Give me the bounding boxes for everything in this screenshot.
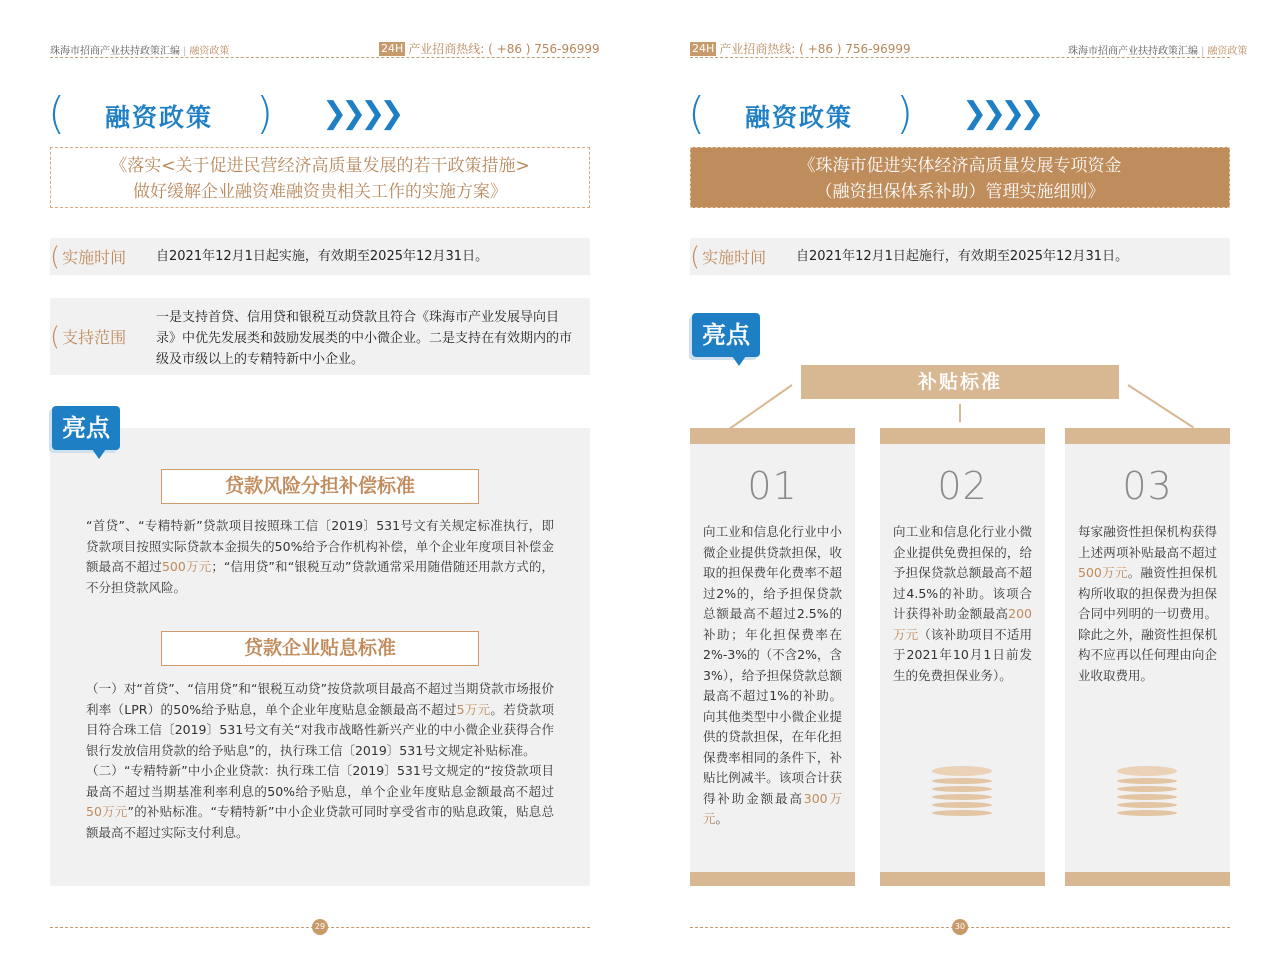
std2-p1-b: 。若贷款项目符合珠工信〔2019〕531号文有关“对我市战略性新兴产业的中小微企业获得合作银行发放信用贷款的给予贴息”的，执行珠工信〔2019〕531号文规定补贴标准。 xyxy=(86,701,554,758)
policy-title-line2: 做好缓解企业融资难融资贵相关工作的实施方案》 xyxy=(133,182,507,202)
column-bottom-bar xyxy=(690,872,855,886)
connector-right xyxy=(1127,384,1194,428)
column-number: 03 xyxy=(1122,464,1173,508)
book-title: 珠海市招商产业扶持政策汇编 xyxy=(50,46,180,57)
connector-middle xyxy=(959,404,961,422)
std1-text xyxy=(86,516,554,598)
std2-p1-highlight: 5万元 xyxy=(456,701,491,717)
column-text-b: 。 xyxy=(715,811,729,826)
hotline-badge: 24H xyxy=(692,41,715,55)
scope-label xyxy=(50,321,127,352)
right-page xyxy=(640,0,1280,967)
column-number: 01 xyxy=(747,464,798,508)
header-section: 融资政策 xyxy=(1207,46,1248,57)
policy-title-line1: 《珠海市促进实体经济高质量发展专项资金 xyxy=(798,156,1122,176)
column-highlight: 500万元 xyxy=(1078,565,1128,580)
right-bracket-icon: ) xyxy=(896,88,914,139)
time-label xyxy=(50,241,127,272)
std2-p1-a: （一）对“首贷”、“信用贷”和“银税互动贷”按贷款项目最高不超过当期贷款市场报价利率（LPR）的50%给予贴息，单个企业年度贴息金额最高不超过 xyxy=(86,681,554,717)
book-title: 珠海市招商产业扶持政策汇编 xyxy=(1068,46,1198,57)
std2-paragraph-2 xyxy=(86,761,554,843)
highlight-badge: 亮点 xyxy=(52,406,120,450)
header-book-title: 珠海市招商产业扶持政策汇编 | 融资政策 xyxy=(50,46,230,57)
highlight-badge: 亮点 xyxy=(692,313,760,357)
std1-highlight: 500万元 xyxy=(161,559,212,574)
hotline xyxy=(690,40,911,57)
label-bracket-icon: ( xyxy=(690,241,701,272)
header-book-title: 珠海市招商产业扶持政策汇编 | 融资政策 xyxy=(1068,46,1248,57)
policy-title-line1: 《落实<关于促进民营经济高质量发展的若干政策措施> xyxy=(110,156,530,176)
label-bracket-icon: ( xyxy=(50,321,61,352)
header-section: 融资政策 xyxy=(189,46,230,57)
std2-title: 贷款企业贴息标准 xyxy=(161,631,479,666)
left-bracket-icon: ( xyxy=(688,88,706,139)
left-bracket-icon: ( xyxy=(48,88,66,139)
column-text-a: 向工业和信息化行业小微企业提供免费担保的，给予担保贷款总额最高不超过4.5%的补助。该项合计获得补助金额最高 xyxy=(893,524,1032,621)
chevrons-icon: ❯❯❯❯ xyxy=(322,96,399,131)
time-label-text: 实施时间 xyxy=(62,248,127,267)
column-bottom-bar xyxy=(1065,872,1230,886)
coin-stack-icon xyxy=(930,766,994,818)
subsidy-title: 补贴标准 xyxy=(801,365,1119,399)
time-text: 自2021年12月1日起实施，有效期至2025年12月31日。 xyxy=(156,249,489,264)
std1-title: 贷款风险分担补偿标准 xyxy=(161,469,479,504)
subsidy-column-1 xyxy=(690,428,855,886)
column-text xyxy=(703,522,842,830)
label-bracket-icon: ( xyxy=(50,241,61,272)
std2-p2-a: （二）“专精特新”中小企业贷款：执行珠工信〔2019〕531号文规定的“按贷款项目最高不超过当期基准利率利息的50%给予贴息，单个企业年度贴息金额最高不超过 xyxy=(86,763,554,799)
page-number: 30 xyxy=(952,919,968,935)
column-number: 02 xyxy=(937,464,988,508)
policy-title-box xyxy=(690,147,1230,208)
badge-tail xyxy=(732,356,746,366)
column-text-b: 。融资性担保机构所收取的担保费为担保合同中列明的一切费用。除此之外，融资性担保机构不应再以任何理由向企业收取费用。 xyxy=(1078,565,1217,683)
time-label xyxy=(690,241,767,272)
header-divider xyxy=(50,57,590,58)
right-bracket-icon: ) xyxy=(256,88,274,139)
hotline-text: 产业招商热线: ( +86 ) 756-96999 xyxy=(408,42,600,56)
hotline xyxy=(379,40,600,57)
section-title: 融资政策 xyxy=(745,103,854,132)
column-text xyxy=(893,522,1032,686)
badge-tail xyxy=(92,449,106,459)
column-highlight: 200万元 xyxy=(893,606,1032,642)
policy-title-box xyxy=(50,147,590,208)
coin-stack-icon xyxy=(1115,766,1179,818)
policy-title-line2: （融资担保体系补助）管理实施细则》 xyxy=(815,182,1105,202)
page-number: 29 xyxy=(312,919,328,935)
time-label-text: 实施时间 xyxy=(702,248,767,267)
scope-text: 一是支持首贷、信用贷和银税互动贷款且符合《珠海市产业发展导向目录》中优先发展类和鼓励发展类的中小微企业。二是支持在有效期内的市级及市级以上的专精特新中小企业。 xyxy=(156,310,573,367)
hotline-badge: 24H xyxy=(381,41,404,55)
column-top-bar xyxy=(880,428,1045,444)
column-top-bar xyxy=(1065,428,1230,444)
column-text-b: （该补助项目不适用于2021年10月1日前发生的免费担保业务）。 xyxy=(893,626,1032,683)
std2-text xyxy=(86,679,554,843)
chevrons-icon: ❯❯❯❯ xyxy=(962,96,1039,131)
column-highlight: 300万元 xyxy=(703,790,842,826)
time-text: 自2021年12月1日起施行，有效期至2025年12月31日。 xyxy=(796,249,1129,264)
std2-p2-b: ”的补贴标准。“专精特新”中小企业贷款可同时享受省市的贴息政策，贴息总额最高不超过实际支付利息。 xyxy=(86,804,554,840)
column-bottom-bar xyxy=(880,872,1045,886)
hotline-text: 产业招商热线: ( +86 ) 756-96999 xyxy=(719,42,911,56)
column-text-a: 每家融资性担保机构获得上述两项补贴最高不超过 xyxy=(1078,524,1217,560)
scope-label-text: 支持范围 xyxy=(62,328,127,347)
subsidy-column-3 xyxy=(1065,428,1230,886)
column-text xyxy=(1078,522,1217,686)
section-title: 融资政策 xyxy=(105,103,214,132)
std1-text-a: “首贷”、“专精特新”贷款项目按照珠工信〔2019〕531号文有关规定标准执行，即贷款项目按照实际贷款本金损失的50%给予合作机构补偿，单个企业年度项目补偿金额最高不超过 xyxy=(86,518,554,574)
std2-paragraph-1 xyxy=(86,679,554,761)
connector-left xyxy=(723,384,793,434)
column-text-a: 向工业和信息化行业中小微企业提供贷款担保，收取的担保费年化费率不超过2%的，给予担保贷款总额最高不超过2.5%的补助；年化担保费率在2%-3%的（不含2%，含3%），给予担保贷款总额最高不超过1%的补助。向其他类型中小微企业提供的贷款担保，在年化担保费率相同的条件下，补贴比例减半。该项合计获得补助金额最高 xyxy=(703,524,843,806)
std1-text-b: ；“信用贷”和“银税互动”贷款通常采用随借随还用款方式的，不分担贷款风险。 xyxy=(86,559,555,595)
std2-p2-highlight: 50万元 xyxy=(86,804,128,819)
column-top-bar xyxy=(690,428,855,444)
subsidy-column-2 xyxy=(880,428,1045,886)
header-divider xyxy=(690,57,1230,58)
